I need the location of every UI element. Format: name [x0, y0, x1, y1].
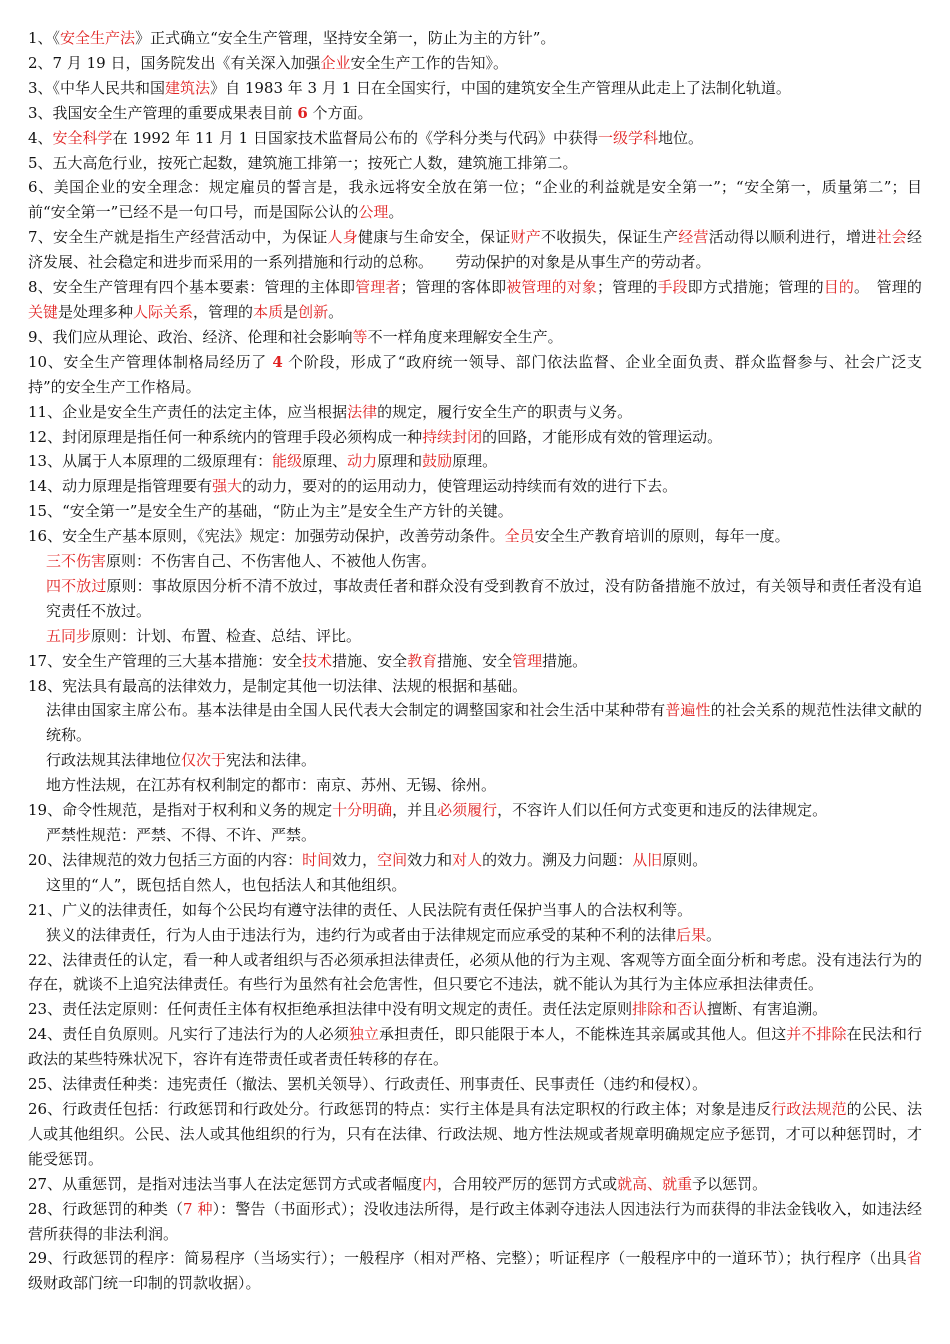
text-run: 。 — [706, 925, 722, 944]
paragraph — [28, 948, 922, 998]
text-run: 原则。 — [662, 850, 708, 869]
highlighted-text: 手段 — [657, 278, 688, 297]
text-run: 7、安全生产就是指生产经营活动中，为保证 — [28, 228, 328, 247]
highlighted-text: 三不伤害 — [46, 552, 107, 571]
text-run: 擅断、有害追溯。 — [707, 1000, 828, 1019]
text-run: 的回路，才能形成有效的管理运动。 — [482, 427, 723, 446]
text-run: 23、责任法定原则：任何责任主体有权拒绝承担法律中没有明文规定的责任。责任法定原则 — [28, 1000, 633, 1019]
paragraph — [28, 997, 922, 1022]
paragraph — [28, 51, 922, 76]
highlighted-text: 行政法规范 — [771, 1099, 847, 1118]
text-run: 安全生产工作的告知》。 — [350, 53, 509, 72]
text-run: 在 1992 年 11 月 1 日国家技术监督局公布的《学科分类与代码》中获得 — [112, 128, 598, 147]
paragraph — [28, 698, 922, 748]
highlighted-text: 十分明确 — [332, 801, 393, 820]
highlighted-text: 全员 — [504, 527, 535, 546]
highlighted-text: 动力 — [347, 452, 378, 471]
text-run: 这里的“人”，既包括自然人，也包括法人和其他组织。 — [46, 875, 407, 894]
text-run: 予以惩罚。 — [692, 1174, 768, 1193]
paragraph — [28, 474, 922, 499]
text-run: 严禁性规范：严禁、不得、不许、严禁。 — [46, 826, 317, 844]
text-run: 是 — [283, 302, 299, 321]
text-run: 18、宪法具有最高的法律效力，是制定其他一切法律、法规的根据和基础。 — [28, 676, 528, 695]
text-run: 活动得以顺利进行，增进 — [708, 228, 877, 247]
paragraph — [28, 649, 922, 674]
text-run: 经济发展、社会稳定和进步而采用的一系列措施和行动的总称。 劳动保护的对象是从事生产的劳动者。 — [28, 228, 922, 272]
text-run: 的社会关系的规范性法律文献的统称。 — [46, 701, 922, 745]
text-run: 即方式措施；管理的 — [687, 278, 824, 297]
highlighted-text: 6 — [297, 103, 308, 122]
text-run: 2、7 月 19 日，国务院发出《有关深入加强 — [28, 53, 321, 72]
text-run: 5、五大高危行业，按死亡起数，建筑施工排第一；按死亡人数，建筑施工排第二。 — [28, 153, 578, 172]
text-run: 。 管理的 — [853, 278, 922, 297]
text-run: 3、《中华人民共和国 — [28, 78, 166, 97]
highlighted-text: 7 种 — [183, 1199, 213, 1218]
text-run: 3、我国安全生产管理的重要成果表目前 — [28, 103, 298, 122]
text-run: 安全生产教育培训的原则，每年一度。 — [534, 527, 790, 546]
text-run: ，管理的 — [193, 302, 254, 321]
text-run: 效力和 — [407, 850, 453, 869]
text-run: 。 — [388, 203, 404, 222]
text-run: 法律由国家主席公布。基本法律是由全国人民代表大会制定的调整国家和社会生活中某种带有 — [46, 701, 666, 720]
text-run: 15、“安全第一”是安全生产的基础，“防止为主”是安全生产方针的关键。 — [28, 502, 513, 521]
paragraph — [28, 923, 922, 948]
highlighted-text: 企业 — [320, 53, 351, 72]
text-run: 27、从重惩罚，是指对违法当事人在法定惩罚方式或者幅度 — [28, 1174, 423, 1193]
text-run: 19、命令性规范，是指对于权利和义务的规定 — [28, 801, 333, 820]
text-run: 原则：不伤害自己、不伤害他人、不被他人伤害。 — [106, 552, 437, 571]
highlighted-text: 建筑法 — [165, 78, 211, 97]
highlighted-text: 持续封闭 — [422, 427, 483, 446]
highlighted-text: 等 — [352, 327, 368, 346]
paragraph — [28, 275, 922, 325]
text-run: 原理。 — [452, 452, 498, 471]
highlighted-text: 管理者 — [355, 278, 401, 297]
paragraph — [28, 823, 922, 848]
highlighted-text: 强大 — [212, 477, 243, 496]
highlighted-text: 关键 — [28, 302, 59, 321]
highlighted-text: 目的 — [823, 278, 854, 297]
text-run: ，并且 — [392, 801, 438, 820]
text-run: 28、行政惩罚的种类（ — [28, 1199, 184, 1218]
paragraph — [28, 898, 922, 923]
text-run: 个阶段，形成了“政府统一领导、部门依法监督、企业全面负责、群众监督参与、社会广泛支持”的安全生产工作格局。 — [28, 352, 923, 396]
text-run: 措施、安全 — [332, 651, 408, 670]
text-run: 4、 — [28, 128, 53, 147]
highlighted-text: 从旧 — [632, 850, 663, 869]
text-run: 措施、安全 — [437, 651, 513, 670]
text-run: 的公民、法人或其他组织。公民、法人或其他组织的行为，只有在法律、行政法规、地方性法规或者规章明确规定应予惩罚，才可以种惩罚时，才能受惩罚。 — [28, 1099, 922, 1168]
highlighted-text: 空间 — [377, 850, 408, 869]
text-run: 21、广义的法律责任，如每个公民均有遵守法律的责任、人民法院有责任保护当事人的合法权利等。 — [28, 900, 693, 919]
text-run: 17、安全生产管理的三大基本措施：安全 — [28, 651, 303, 670]
highlighted-text: 技术 — [302, 651, 333, 670]
highlighted-text: 排除和否认 — [632, 1000, 708, 1019]
highlighted-text: 五同步 — [46, 626, 92, 645]
text-run: ；管理的客体即 — [400, 278, 507, 297]
text-run: 13、从属于人本原理的二级原理有： — [28, 452, 273, 471]
paragraph — [28, 748, 922, 773]
text-run: 29、行政惩罚的程序：简易程序（当场实行）；一般程序（相对严格、完整）；听证程序（一般程序中的一道环节）；执行程序（出具 — [28, 1249, 907, 1268]
highlighted-text: 被管理的对象 — [506, 278, 597, 297]
highlighted-text: 经营 — [678, 228, 709, 247]
paragraph — [28, 350, 922, 400]
paragraph — [28, 549, 922, 574]
paragraph — [28, 1072, 922, 1097]
paragraph — [28, 1172, 922, 1197]
text-run: 是处理多种 — [58, 302, 134, 321]
paragraph — [28, 674, 922, 699]
text-run: 地方性法规，在江苏有权利制定的都市：南京、苏州、无锡、徐州。 — [46, 776, 497, 795]
text-run: 在民法和行政法的某些特殊状况下，容许有连带责任或者责任转移的存在。 — [28, 1025, 922, 1069]
text-run: 22、法律责任的认定，看一种人或者组织与否必须承担法律责任，必须从他的行为主观、客观等方面全面分析和考虑。没有违法行为的存在，就谈不上追究法律责任。有些行为虽然有社会危害性，但只要它不违法，就不能认为其行为主体应承担法律责任。 — [28, 950, 922, 994]
text-run: 6、美国企业的安全理念：规定雇员的誓言是，我永远将安全放在第一位；“企业的利益就是安全第一”；“安全第一，质量第二”；目前“安全第一”已经不是一句口号，而是国际公认的 — [28, 178, 922, 222]
highlighted-text: 人身 — [327, 228, 358, 247]
text-run: 措施。 — [542, 651, 588, 670]
highlighted-text: 社会 — [876, 228, 907, 247]
highlighted-text: 财产 — [510, 228, 541, 247]
paragraph — [28, 101, 922, 126]
paragraph — [28, 225, 922, 275]
text-run: ；管理的 — [596, 278, 658, 297]
text-run: 行政法规其法律地位 — [46, 751, 182, 770]
text-run: 原则：计划、布置、检查、总结、评比。 — [91, 626, 362, 645]
text-run: 10、安全生产管理体制格局经历了 — [28, 352, 273, 371]
text-run: 原理、 — [302, 452, 348, 471]
text-run: 不收损失，保证生产 — [540, 228, 679, 247]
text-run: 20、法律规范的效力包括三方面的内容： — [28, 850, 303, 869]
paragraph — [28, 624, 922, 649]
paragraph — [28, 848, 922, 873]
highlighted-text: 省 — [906, 1249, 922, 1268]
text-run: 11、企业是安全生产责任的法定主体，应当根据 — [28, 402, 348, 421]
highlighted-text: 四不放过 — [46, 576, 107, 595]
highlighted-text: 必须履行 — [437, 801, 498, 820]
text-run: 级财政部门统一印制的罚款收据）。 — [28, 1274, 261, 1293]
text-run: 25、法律责任种类：违宪责任（撤法、罢机关领导）、行政责任、刑事责任、民事责任（违约和侵权）。 — [28, 1075, 708, 1094]
paragraph — [28, 1022, 922, 1072]
text-run: 》自 1983 年 3 月 1 日在全国实行，中国的建筑安全生产管理从此走上了法制化轨道。 — [210, 78, 791, 97]
paragraph — [28, 425, 922, 450]
text-run: 8、安全生产管理有四个基本要素：管理的主体即 — [28, 278, 356, 297]
paragraph — [28, 499, 922, 524]
text-run: 26、行政责任包括：行政惩罚和行政处分。行政惩罚的特点：实行主体是具有法定职权的行政主体；对象是违反 — [28, 1099, 772, 1118]
highlighted-text: 安全科学 — [52, 128, 113, 147]
text-run: 14、动力原理是指管理要有 — [28, 477, 213, 496]
text-run: 9、我们应从理论、政治、经济、伦理和社会影响 — [28, 327, 353, 346]
text-run: 承担责任，即只能限于本人，不能株连其亲属或其他人。但这 — [379, 1025, 787, 1044]
highlighted-text: 管理 — [512, 651, 543, 670]
paragraph — [28, 26, 922, 51]
paragraph — [28, 175, 922, 225]
paragraph — [28, 773, 922, 798]
text-run: 12、封闭原理是指任何一种系统内的管理手段必须构成一种 — [28, 427, 423, 446]
paragraph — [28, 1246, 922, 1296]
paragraph — [28, 1097, 922, 1172]
highlighted-text: 鼓励 — [422, 452, 453, 471]
text-run: 原则：事故原因分析不清不放过，事故责任者和群众没有受到教育不放过，没有防备措施不放过，有关领导和责任者没有追究责任不放过。 — [46, 576, 922, 620]
highlighted-text: 一级学科 — [597, 128, 658, 147]
text-run: 1、《 — [28, 29, 61, 47]
paragraph — [28, 1197, 922, 1247]
paragraph — [28, 76, 922, 101]
highlighted-text: 安全生产法 — [60, 29, 136, 47]
highlighted-text: 法律 — [347, 402, 378, 421]
text-run: 狭义的法律责任，行为人由于违法行为，违约行为或者由于法律规定而应承受的某种不利的法律 — [46, 925, 677, 944]
paragraph — [28, 325, 922, 350]
highlighted-text: 对人 — [452, 850, 483, 869]
highlighted-text: 公理 — [358, 203, 389, 222]
highlighted-text: 时间 — [302, 850, 333, 869]
highlighted-text: 内 — [422, 1174, 438, 1193]
text-run: ，合用较严厉的惩罚方式或 — [437, 1174, 618, 1193]
text-run: 不一样角度来理解安全生产。 — [367, 327, 563, 346]
paragraph — [28, 449, 922, 474]
paragraph — [28, 151, 922, 176]
text-run: 。 — [328, 302, 344, 321]
text-run: 的规定，履行安全生产的职责与义务。 — [377, 402, 633, 421]
highlighted-text: 并不排除 — [786, 1025, 847, 1044]
paragraph — [28, 574, 922, 624]
paragraph — [28, 400, 922, 425]
text-run: ，不容许人们以任何方式变更和违反的法律规定。 — [497, 801, 828, 820]
document-page — [28, 26, 922, 1296]
text-run: ）：警告（书面形式）；没收违法所得，是行政主体剥夺违法人因违法行为而获得的非法金钱收入，如违法经营所获得的非法利润。 — [28, 1199, 923, 1243]
text-run: 的效力。溯及力问题： — [482, 850, 633, 869]
highlighted-text: 创新 — [298, 302, 329, 321]
text-run: 健康与生命安全，保证 — [358, 228, 511, 247]
text-run: 的动力，要对的的运用动力，使管理运动持续而有效的进行下去。 — [242, 477, 678, 496]
highlighted-text: 能级 — [272, 452, 303, 471]
highlighted-text: 后果 — [676, 925, 707, 944]
paragraph — [28, 798, 922, 823]
paragraph — [28, 524, 922, 549]
text-run: 效力， — [332, 850, 378, 869]
text-run: 原理和 — [377, 452, 423, 471]
text-run: 》正式确立“安全生产管理，坚持安全第一，防止为主的方针”。 — [135, 29, 556, 47]
paragraph — [28, 126, 922, 151]
highlighted-text: 教育 — [407, 651, 438, 670]
highlighted-text: 就高、就重 — [617, 1174, 693, 1193]
text-run: 个方面。 — [307, 103, 373, 122]
text-run: 宪法和法律。 — [226, 751, 317, 770]
highlighted-text: 仅次于 — [181, 751, 227, 770]
paragraph — [28, 873, 922, 898]
highlighted-text: 普遍性 — [665, 701, 711, 720]
text-run: 16、安全生产基本原则，《宪法》规定：加强劳动保护，改善劳动条件。 — [28, 527, 505, 546]
text-run: 地位。 — [658, 128, 704, 147]
highlighted-text: 人际关系 — [133, 302, 194, 321]
highlighted-text: 本质 — [253, 302, 284, 321]
text-run: 24、责任自负原则。凡实行了违法行为的人必须 — [28, 1025, 349, 1044]
highlighted-text: 独立 — [348, 1025, 380, 1044]
highlighted-text: 4 — [272, 352, 283, 371]
